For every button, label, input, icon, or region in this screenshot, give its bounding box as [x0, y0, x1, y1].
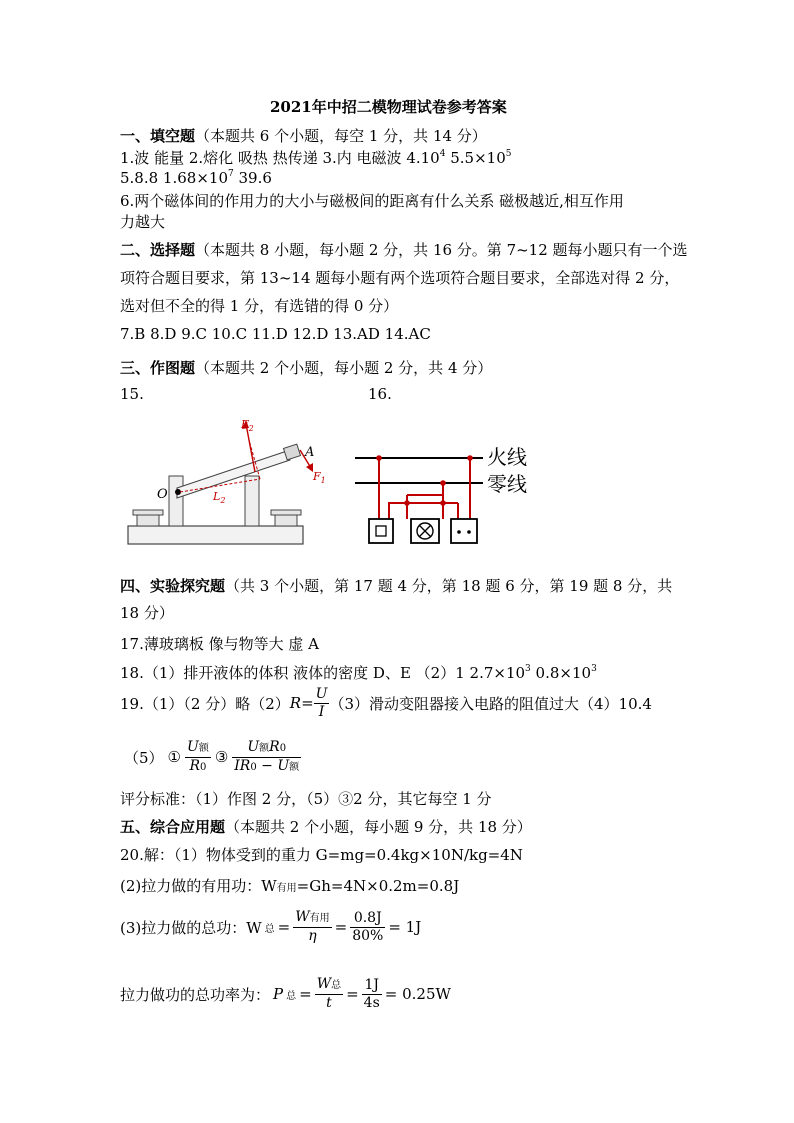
- base-board: [128, 526, 303, 544]
- question-20-part3: [120, 905, 421, 949]
- section4-heading: [120, 575, 672, 596]
- subscript: 总: [286, 990, 297, 1002]
- section4-note: （共 3 个小题，第 17 题 4 分，第 18 题 6 分，第 19 题 8 分，共: [225, 577, 673, 595]
- power-symbol: P: [273, 985, 284, 1003]
- section1-heading: [120, 125, 487, 146]
- section4-title: 四、实验探究题: [120, 577, 226, 595]
- q19-part1: 19.（1）（2 分）略（2）: [120, 694, 290, 713]
- fraction-ur0-over-ir0-minus-u: $\frac{\text{U额R0}}{\text{IR0 − U额}}$: [234, 738, 300, 774]
- section5-title: 五、综合应用题: [120, 818, 226, 836]
- junction-dot: [440, 480, 446, 486]
- exponent: 5: [505, 149, 512, 159]
- q20-2-calc: =Gh=4N×0.2m=0.8J: [296, 877, 460, 895]
- fraction-u-over-r0: $\frac{\text{U额}}{R0}$: [187, 738, 209, 774]
- section5-heading: [120, 816, 532, 837]
- lever-diagram: [125, 410, 340, 550]
- question-19-part5: [124, 735, 301, 779]
- q18-part1: 18.（1）排开液体的体积 液体的密度 D、E （2）1 2.7×10: [120, 664, 526, 682]
- section4-heading-line2: 18 分）: [120, 604, 174, 622]
- socket-hole-icon: [467, 530, 471, 534]
- q20-3-prefix: (3)拉力做的总功：W: [120, 918, 262, 937]
- right-foot-cap: [271, 510, 301, 515]
- q20-2-prefix: (2)拉力做的有用功：W: [120, 877, 277, 895]
- section1-note: （本题共 6 个小题，每空 1 分，共 14 分）: [195, 127, 487, 145]
- section2-heading: [120, 239, 688, 260]
- equals: =: [346, 985, 359, 1003]
- fraction-u-over-i: $\frac{U}{I}$: [315, 685, 328, 720]
- q20-4-result: = 0.25W: [384, 985, 451, 1003]
- question-16-label: 16.: [368, 385, 392, 403]
- left-foot-block: [137, 514, 159, 526]
- exponent: 3: [591, 664, 597, 674]
- subscript: 总: [264, 923, 275, 935]
- left-foot-cap: [133, 510, 163, 515]
- question-15-label: 15.: [120, 385, 144, 403]
- section1-title: 一、填空题: [120, 127, 196, 145]
- section2-answers: 7.B 8.D 9.C 10.C 11.D 12.D 13.AD 14.AC: [120, 325, 431, 343]
- fraction-08j-over-80: $\frac{0.8J}{80\%}$: [352, 909, 384, 944]
- section1-line1: [120, 147, 511, 168]
- q19-eq: =: [301, 694, 314, 712]
- exponent: 4: [439, 149, 446, 159]
- q19-5-label: （5）: [124, 748, 164, 767]
- equals: =: [334, 918, 348, 936]
- scoring-standard: 评分标准：（1）作图 2 分，（5）③2 分，其它每空 1 分: [120, 790, 492, 808]
- socket-hole-icon: [457, 530, 461, 534]
- red-wiring: [379, 458, 470, 519]
- answer-5b: 39.6: [233, 169, 272, 187]
- label-o: O: [157, 487, 168, 502]
- section3-note: （本题共 2 个小题，每小题 2 分，共 4 分）: [195, 359, 493, 377]
- left-post: [169, 476, 183, 526]
- section1-line2: [120, 169, 272, 187]
- subscript: 有用: [276, 883, 297, 894]
- section2-line3: 选对但不全的得 1 分，有选错的得 0 分）: [120, 297, 399, 315]
- circuit-diagram: [355, 437, 535, 552]
- exponent: 3: [525, 664, 531, 674]
- label-f2: $F_2$: [241, 418, 254, 433]
- section2-line2: 项符合题目要求，第 13~14 题每小题有两个选项符合题目要求，全部选对得 2 分，: [120, 269, 680, 287]
- q19-r: R: [289, 694, 302, 712]
- section3-title: 三、作图题: [120, 359, 196, 377]
- junction-dot: [467, 455, 473, 461]
- page-title: 2021年中招二模物理试卷参考答案: [270, 98, 507, 116]
- answers-1-4: 1.波 能量 2.熔化 吸热 热传递 3.内 电磁波 4.10: [120, 149, 440, 167]
- right-foot-block: [275, 514, 297, 526]
- switch-box: [369, 519, 393, 543]
- section5-note: （本题共 2 个小题，每小题 9 分，共 18 分）: [225, 818, 532, 836]
- question-19-answer: [120, 683, 652, 723]
- question-20-part2: [120, 875, 459, 896]
- q18-part2: 0.8×10: [530, 664, 592, 682]
- junction-dot: [404, 500, 410, 506]
- section3-heading: [120, 357, 492, 378]
- q19-part2: （3）滑动变阻器接入电路的阻值过大（4）10.4: [329, 694, 652, 713]
- section1-line3: 6.两个磁体间的作用力的大小与磁极间的距离有什么关系 磁极越近,相互作用: [120, 192, 624, 210]
- lever-bar: [177, 450, 290, 498]
- circle-3-label: ③: [214, 748, 229, 766]
- socket-box: [451, 519, 477, 543]
- label-a: A: [305, 445, 315, 460]
- equals: =: [299, 985, 312, 1003]
- answers-5: 5.8.8 1.68×10: [120, 169, 228, 187]
- section2-title: 二、选择题: [120, 241, 196, 259]
- question-20-part4: [120, 972, 451, 1016]
- section1-line4: 力越大: [120, 213, 166, 231]
- fraction-1j-over-4s: $\frac{1J}{4s}$: [363, 976, 380, 1011]
- q20-3-result: = 1J: [388, 918, 422, 936]
- junction-dot: [440, 500, 446, 506]
- circle-1-label: ①: [167, 748, 181, 766]
- equals: =: [277, 918, 291, 936]
- exponent: 7: [228, 169, 234, 179]
- junction-dot: [376, 455, 382, 461]
- live-wire-label: 火线: [487, 445, 527, 469]
- section2-note: （本题共 8 小题，每小题 2 分，共 16 分。第 7~12 题每小题只有一个选: [195, 241, 688, 259]
- fraction-w-over-eta: $\frac{\text{W有用}}{\eta}$: [295, 909, 330, 944]
- q20-4-prefix: 拉力做功的总功率为：: [120, 985, 271, 1004]
- label-f1: $F_1$: [313, 470, 326, 485]
- question-17-answer: 17.薄玻璃板 像与物等大 虚 A: [120, 635, 319, 653]
- label-l2: $L_2$: [213, 490, 226, 505]
- fraction-w-over-t: $\frac{\text{W总}}{t}$: [316, 976, 342, 1011]
- neutral-wire-label: 零线: [487, 472, 527, 496]
- answer-4b: 5.5×10: [445, 149, 506, 167]
- question-20-part1: 20.解：（1）物体受到的重力 G=mg=0.4kg×10N/kg=4N: [120, 846, 523, 864]
- question-18-answer: [120, 662, 597, 683]
- lever-end-cap: [283, 444, 300, 460]
- right-post: [245, 476, 259, 526]
